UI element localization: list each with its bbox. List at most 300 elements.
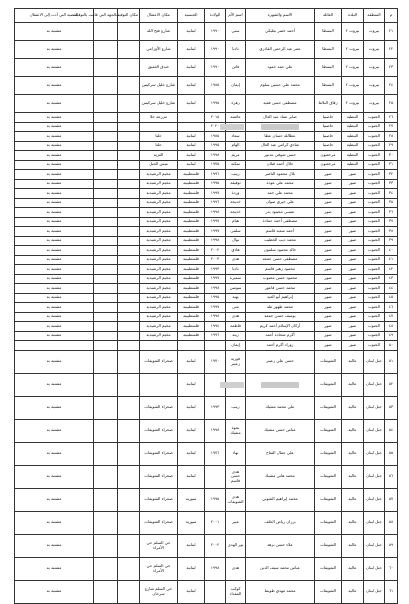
cell-place-detention bbox=[118, 465, 140, 488]
cell-place-detention bbox=[118, 373, 140, 396]
cell-nationality: لبنانية bbox=[178, 160, 205, 170]
cell-fullname: مصطفى حسن فقيه bbox=[246, 95, 315, 113]
cell-fullname: حسن شوقي عدنور bbox=[246, 151, 315, 161]
cell-village: عاليه bbox=[342, 396, 364, 419]
cell-birth: ٢٠٠١ bbox=[205, 511, 226, 534]
cell-place-detention bbox=[118, 23, 140, 41]
cell-fullname: علاء حسن نزهة bbox=[246, 534, 315, 557]
cell-family: حاصبيا bbox=[315, 122, 342, 132]
cell-birth: ١٩٩٣ bbox=[205, 265, 226, 275]
cell-mother: زينة bbox=[226, 331, 246, 341]
cell-village: صور bbox=[342, 322, 364, 332]
table-row bbox=[15, 23, 398, 41]
table-row bbox=[15, 265, 398, 275]
table-row bbox=[15, 511, 398, 534]
cell-family: صور bbox=[315, 236, 342, 246]
cell-nationality: فلسطينية bbox=[178, 179, 205, 189]
cell-family: الشويفات bbox=[315, 511, 342, 534]
cell-family: الشويفات bbox=[315, 465, 342, 488]
cell-num: ٣١ bbox=[385, 160, 398, 170]
table-row bbox=[15, 312, 398, 322]
cell-fullname: برزان رياض الخلف bbox=[246, 511, 315, 534]
cell-region: الجنوب bbox=[364, 208, 385, 218]
table-row bbox=[15, 41, 398, 59]
cell-agency bbox=[94, 59, 118, 77]
cell-village: صور bbox=[342, 331, 364, 341]
cell-place-detention bbox=[118, 189, 140, 199]
cell-region: الجنوب bbox=[364, 322, 385, 332]
cell-family: حاصبيا bbox=[315, 132, 342, 142]
cell-agency bbox=[94, 198, 118, 208]
cell-agency bbox=[94, 322, 118, 332]
cell-village: بيروت ٢ bbox=[342, 95, 364, 113]
cell-status: مشتبه به bbox=[15, 170, 94, 180]
cell-agency bbox=[94, 396, 118, 419]
cell-village: صور bbox=[342, 293, 364, 303]
cell-birth: ١٩٩٦ bbox=[205, 198, 226, 208]
cell-nationality: لبنانية bbox=[178, 350, 205, 373]
cell-family: صور bbox=[315, 217, 342, 227]
cell-place-detention bbox=[118, 341, 140, 351]
table-row bbox=[15, 419, 398, 442]
table-row bbox=[15, 350, 398, 373]
cell-fullname: محمد إبراهيم الشوني bbox=[246, 488, 315, 511]
cell-num: ٥٣ bbox=[385, 396, 398, 419]
cell-place-detention bbox=[118, 255, 140, 265]
cell-birth: ١٩٩٨ bbox=[205, 236, 226, 246]
cell-status: مشتبه به bbox=[15, 141, 94, 151]
table-row bbox=[15, 341, 398, 351]
cell-place-detention bbox=[118, 303, 140, 313]
cell-nationality: لبنانية bbox=[178, 59, 205, 77]
cell-mother: عبير bbox=[226, 511, 246, 534]
cell-fullname: شادي كرامي عبد العال bbox=[246, 141, 315, 151]
cell-village: النبطية bbox=[342, 151, 364, 161]
cell-nationality: لبنانية bbox=[178, 396, 205, 419]
cell-village: صور bbox=[342, 312, 364, 322]
cell-agency bbox=[94, 312, 118, 322]
cell-mother: هادي bbox=[226, 246, 246, 256]
cell-num: ٢٨ bbox=[385, 132, 398, 142]
table-row bbox=[15, 557, 398, 580]
table-row bbox=[15, 442, 398, 465]
cell-family: الشويفات bbox=[315, 396, 342, 419]
cell-family: البسطا bbox=[315, 77, 342, 95]
cell-family: صور bbox=[315, 303, 342, 313]
cell-birth: ١٩٩٤ bbox=[205, 322, 226, 332]
header-status: القضية التي أدت إلى الاعتقال bbox=[15, 9, 94, 23]
header-family: العائلة bbox=[315, 9, 342, 23]
cell-num: ٢٢ bbox=[385, 41, 398, 59]
cell-fullname: مصطفى حسن جمعه bbox=[246, 255, 315, 265]
cell-village: النبطية bbox=[342, 122, 364, 132]
cell-birth: ١٩٧٥ bbox=[205, 160, 226, 170]
cell-birth: ١٩٩٣ bbox=[205, 396, 226, 419]
table-row bbox=[15, 465, 398, 488]
table-row bbox=[15, 488, 398, 511]
cell-fullname: بلال محمود الناصر bbox=[246, 170, 315, 180]
cell-nationality: فلسطينية bbox=[178, 170, 205, 180]
cell-mother: هدى حسن قاسم bbox=[226, 465, 246, 488]
cell-nationality: فلسطينية bbox=[178, 322, 205, 332]
cell-fullname: محمد حسن فاعور bbox=[246, 284, 315, 294]
cell-region: جبل لبنان bbox=[364, 350, 385, 373]
cell-region: الجنوب bbox=[364, 341, 385, 351]
cell-region: بيروت bbox=[364, 41, 385, 59]
cell-fullname: محمد هاني مشيك bbox=[246, 465, 315, 488]
cell-agency bbox=[94, 179, 118, 189]
cell-agency bbox=[94, 77, 118, 95]
header-place-arrest: مكان الاعتقال bbox=[140, 9, 178, 23]
cell-mother: نوال bbox=[226, 236, 246, 246]
cell-fullname: عطالله حسان عطا bbox=[246, 132, 315, 142]
table-row bbox=[15, 132, 398, 142]
table-row bbox=[15, 77, 398, 95]
cell-region: جبل لبنان bbox=[364, 373, 385, 396]
cell-mother: سكنة bbox=[226, 160, 246, 170]
cell-place-arrest: مخيم الرشيدية bbox=[140, 284, 178, 294]
cell-fullname: عباس حسن مشيك bbox=[246, 419, 315, 442]
cell-family: الشويفات bbox=[315, 557, 342, 580]
cell-nationality: لبنانية bbox=[178, 23, 205, 41]
header-fullname: الاسم والشهرة bbox=[246, 9, 315, 23]
cell-place-arrest: صحراء الشويفات bbox=[140, 396, 178, 419]
cell-num: ٤٠ bbox=[385, 246, 398, 256]
cell-status: مشتبه به bbox=[15, 189, 94, 199]
cell-mother: فوزية زعيتر bbox=[226, 350, 246, 373]
cell-mother: سلمى bbox=[226, 227, 246, 237]
cell-num: ٢٥ bbox=[385, 95, 398, 113]
cell-agency bbox=[94, 465, 118, 488]
cell-num: ٢٦ bbox=[385, 113, 398, 123]
table-row bbox=[15, 246, 398, 256]
cell-fullname: محمود زهير قاسم bbox=[246, 265, 315, 275]
cell-village: صور bbox=[342, 341, 364, 351]
cell-village: بيروت ٢ bbox=[342, 23, 364, 41]
cell-mother: هدى bbox=[226, 255, 246, 265]
cell-mother: توفيقة bbox=[226, 179, 246, 189]
cell-agency bbox=[94, 113, 118, 123]
cell-fullname: محمد مهدي طويط bbox=[246, 580, 315, 603]
cell-fullname bbox=[246, 122, 315, 132]
cell-village: صور bbox=[342, 246, 364, 256]
cell-mother: زهرة bbox=[226, 95, 246, 113]
cell-family: صور bbox=[315, 198, 342, 208]
cell-num: ٢١ bbox=[385, 23, 398, 41]
cell-region: الجنوب bbox=[364, 265, 385, 275]
cell-region: بيروت bbox=[364, 59, 385, 77]
cell-fullname: عيسى محمود بدر bbox=[246, 208, 315, 218]
cell-place-detention bbox=[118, 511, 140, 534]
cell-agency bbox=[94, 208, 118, 218]
cell-num: ٥١ bbox=[385, 350, 398, 373]
cell-nationality: فلسطينية bbox=[178, 303, 205, 313]
cell-place-detention bbox=[118, 419, 140, 442]
cell-nationality bbox=[178, 341, 205, 351]
cell-status: مشتبه به bbox=[15, 132, 94, 142]
cell-mother: خديجة bbox=[226, 198, 246, 208]
cell-mother: نهاد bbox=[226, 442, 246, 465]
cell-birth: ١٩٩٥ bbox=[205, 488, 226, 511]
cell-village: النبطية bbox=[342, 160, 364, 170]
cell-place-detention bbox=[118, 122, 140, 132]
table-row bbox=[15, 293, 398, 303]
cell-status: مشتبه به bbox=[15, 151, 94, 161]
cell-num: ٤١ bbox=[385, 255, 398, 265]
table-row bbox=[15, 303, 398, 313]
cell-nationality: فلسطينية bbox=[178, 293, 205, 303]
cell-village: بيروت ٢ bbox=[342, 59, 364, 77]
cell-mother: إيمان bbox=[226, 77, 246, 95]
table-body bbox=[15, 23, 398, 604]
cell-num: ٤٣ bbox=[385, 274, 398, 284]
cell-region: جبل لبنان bbox=[364, 580, 385, 603]
cell-birth: ١٩٩٨ bbox=[205, 151, 226, 161]
cell-mother: فاتن bbox=[226, 59, 246, 77]
cell-agency bbox=[94, 227, 118, 237]
cell-num: ٤٥ bbox=[385, 293, 398, 303]
cell-nationality: فلسطينية bbox=[178, 255, 205, 265]
cell-village: صور bbox=[342, 255, 364, 265]
cell-num: ٣٢ bbox=[385, 170, 398, 180]
cell-village: صور bbox=[342, 236, 364, 246]
cell-nationality: سورية bbox=[178, 488, 205, 511]
table-row bbox=[15, 284, 398, 294]
cell-nationality: فلسطينية bbox=[178, 236, 205, 246]
cell-village: بيروت ٢ bbox=[342, 41, 364, 59]
cell-agency bbox=[94, 160, 118, 170]
cell-agency bbox=[94, 246, 118, 256]
cell-place-arrest: صحراء الشويفات bbox=[140, 419, 178, 442]
cell-nationality: لبنانية bbox=[178, 77, 205, 95]
table-row bbox=[15, 59, 398, 77]
cell-status: مشتبه به bbox=[15, 198, 94, 208]
cell-mother: زينب bbox=[226, 396, 246, 419]
cell-village: صور bbox=[342, 265, 364, 275]
table-row bbox=[15, 236, 398, 246]
cell-fullname: إبراهيم أبو العيد bbox=[246, 293, 315, 303]
cell-status: مشتبه به bbox=[15, 284, 94, 294]
cell-mother: هدى bbox=[226, 312, 246, 322]
cell-region: جبل لبنان bbox=[364, 442, 385, 465]
cell-place-arrest: مخيم الرشيدية bbox=[140, 170, 178, 180]
cell-place-detention bbox=[118, 170, 140, 180]
cell-place-detention bbox=[118, 132, 140, 142]
cell-mother: كوكب المقداد bbox=[226, 580, 246, 603]
cell-status: مشتبه به bbox=[15, 179, 94, 189]
cell-village: عاليه bbox=[342, 419, 364, 442]
header-agency: الجهة التي قامت بالتوقيف bbox=[94, 9, 118, 23]
cell-num: ٤٦ bbox=[385, 303, 398, 313]
cell-status: مشتبه به bbox=[15, 293, 94, 303]
cell-num: ٥٤ bbox=[385, 419, 398, 442]
cell-num: ٥٥ bbox=[385, 442, 398, 465]
cell-fullname: محمد ظهور طه bbox=[246, 303, 315, 313]
cell-family: مرجعيون bbox=[315, 160, 342, 170]
cell-village: صور bbox=[342, 227, 364, 237]
cell-status: مشتبه به bbox=[15, 246, 94, 256]
cell-place-detention bbox=[118, 322, 140, 332]
cell-region: بيروت bbox=[364, 23, 385, 41]
cell-region: جبل لبنان bbox=[364, 488, 385, 511]
cell-region: جبل لبنان bbox=[364, 511, 385, 534]
cell-nationality: فلسطينية bbox=[178, 208, 205, 218]
cell-num: ٢٤ bbox=[385, 77, 398, 95]
cell-family: صور bbox=[315, 341, 342, 351]
cell-fullname: صابر عماد عبد العال bbox=[246, 113, 315, 123]
cell-place-detention bbox=[118, 350, 140, 373]
cell-birth: ٢٠٠٢ bbox=[205, 246, 226, 256]
cell-num: ٣٠ bbox=[385, 151, 398, 161]
cell-agency bbox=[94, 23, 118, 41]
cell-region: جبل لبنان bbox=[364, 396, 385, 419]
table-row bbox=[15, 151, 398, 161]
cell-place-arrest: خندق الغميق bbox=[140, 59, 178, 77]
cell-mother bbox=[226, 122, 246, 132]
cell-birth: ١٩٩٧ bbox=[205, 303, 226, 313]
cell-fullname bbox=[246, 373, 315, 396]
cell-nationality: لبنانية bbox=[178, 534, 205, 557]
cell-place-arrest: شارع فتح الله bbox=[140, 23, 178, 41]
cell-region: الجنوب bbox=[364, 303, 385, 313]
cell-village: عاليه bbox=[342, 488, 364, 511]
cell-place-detention bbox=[118, 113, 140, 123]
cell-family: مرجعيون bbox=[315, 151, 342, 161]
cell-village: صور bbox=[342, 217, 364, 227]
cell-birth: ١٩٩٠ bbox=[205, 23, 226, 41]
cell-family: صور bbox=[315, 322, 342, 332]
cell-fullname: محمود حسن محبوب bbox=[246, 274, 315, 284]
cell-birth: ١٩٩٠ bbox=[205, 59, 226, 77]
table-row bbox=[15, 322, 398, 332]
cell-birth: ٢٠١٥ bbox=[205, 113, 226, 123]
cell-agency bbox=[94, 293, 118, 303]
cell-mother: إيمان bbox=[226, 341, 246, 351]
cell-family: الشويفات bbox=[315, 580, 342, 603]
cell-family: صور bbox=[315, 255, 342, 265]
cell-place-arrest bbox=[140, 341, 178, 351]
table-row bbox=[15, 170, 398, 180]
cell-region: الجنوب bbox=[364, 160, 385, 170]
cell-agency bbox=[94, 132, 118, 142]
cell-village: النبطية bbox=[342, 141, 364, 151]
cell-family: صور bbox=[315, 312, 342, 322]
cell-mother: عائشة bbox=[226, 113, 246, 123]
cell-place-detention bbox=[118, 236, 140, 246]
cell-nationality: لبنانية bbox=[178, 557, 205, 580]
cell-status: مشتبه به bbox=[15, 122, 94, 132]
cell-status: مشتبه به bbox=[15, 23, 94, 41]
cell-region: الجنوب bbox=[364, 179, 385, 189]
cell-nationality: فلسطينية bbox=[178, 246, 205, 256]
cell-agency bbox=[94, 373, 118, 396]
cell-family: الشويفات bbox=[315, 419, 342, 442]
cell-place-detention bbox=[118, 396, 140, 419]
cell-place-arrest: مخيم الرشيدية bbox=[140, 208, 178, 218]
cell-birth: ١٩٩٥ bbox=[205, 293, 226, 303]
cell-village: عاليه bbox=[342, 350, 364, 373]
cell-status: مشتبه به bbox=[15, 303, 94, 313]
cell-place-detention bbox=[118, 198, 140, 208]
cell-place-detention bbox=[118, 59, 140, 77]
cell-village: عاليه bbox=[342, 442, 364, 465]
cell-num: ٥٨ bbox=[385, 511, 398, 534]
cell-mother: نجوة مشيك bbox=[226, 419, 246, 442]
cell-fullname: محمد علي عودة bbox=[246, 179, 315, 189]
cell-place-arrest: حلتا bbox=[140, 132, 178, 142]
table-row bbox=[15, 122, 398, 132]
cell-family: البسطا bbox=[315, 59, 342, 77]
cell-region: الجنوب bbox=[364, 113, 385, 123]
cell-region: الجنوب bbox=[364, 227, 385, 237]
cell-region: الجنوب bbox=[364, 151, 385, 161]
cell-num: ٢٩ bbox=[385, 141, 398, 151]
cell-nationality: لبنانية bbox=[178, 95, 205, 113]
cell-place-arrest: مخيم الرشيدية bbox=[140, 303, 178, 313]
cell-fullname: محمد علي حسين سلوم bbox=[246, 77, 315, 95]
cell-mother: ناديا bbox=[226, 265, 246, 275]
cell-nationality: لبنانية bbox=[178, 41, 205, 59]
cell-place-arrest: مخيم الرشيدية bbox=[140, 293, 178, 303]
cell-village: عاليه bbox=[342, 465, 364, 488]
cell-fullname: مصطفى أحمد حمادة bbox=[246, 217, 315, 227]
cell-place-detention bbox=[118, 141, 140, 151]
cell-place-arrest: مخيم الرشيدية bbox=[140, 265, 178, 275]
cell-agency bbox=[94, 41, 118, 59]
cell-agency bbox=[94, 303, 118, 313]
cell-place-detention bbox=[118, 274, 140, 284]
cell-place-detention bbox=[118, 580, 140, 603]
cell-nationality: فلسطينية bbox=[178, 198, 205, 208]
cell-family: الشويفات bbox=[315, 350, 342, 373]
cell-place-arrest: شارع خليل سركيس bbox=[140, 95, 178, 113]
table-row bbox=[15, 95, 398, 113]
cell-agency bbox=[94, 274, 118, 284]
table-row bbox=[15, 160, 398, 170]
cell-birth: ١٩٩٠ bbox=[205, 41, 226, 59]
cell-fullname: علي جمال الفتاح bbox=[246, 442, 315, 465]
cell-mother: منى bbox=[226, 303, 246, 313]
table-row bbox=[15, 373, 398, 396]
cell-region: الجنوب bbox=[364, 141, 385, 151]
cell-num: ٥٦ bbox=[385, 465, 398, 488]
cell-nationality: فلسطينية bbox=[178, 274, 205, 284]
cell-place-detention bbox=[118, 151, 140, 161]
cell-mother: هدى الشويفات bbox=[226, 488, 246, 511]
cell-nationality: لبنانية bbox=[178, 465, 205, 488]
cell-region: الجنوب bbox=[364, 217, 385, 227]
cell-agency bbox=[94, 350, 118, 373]
cell-region: الجنوب bbox=[364, 132, 385, 142]
cell-village: عاليه bbox=[342, 511, 364, 534]
table-row bbox=[15, 534, 398, 557]
cell-num: ٣٩ bbox=[385, 236, 398, 246]
cell-place-arrest: صحراء الشويفات bbox=[140, 488, 178, 511]
cell-region: بيروت bbox=[364, 95, 385, 113]
cell-status: مشتبه به bbox=[15, 77, 94, 95]
cell-status: مشتبه به bbox=[15, 236, 94, 246]
cell-region: الجنوب bbox=[364, 170, 385, 180]
cell-place-arrest: صحراء الشويفات bbox=[140, 511, 178, 534]
cell-place-arrest: حي السلم حي الأمراء bbox=[140, 534, 178, 557]
cell-nationality: فلسطينية bbox=[178, 284, 205, 294]
cell-fullname: علي حمد حمود bbox=[246, 59, 315, 77]
cell-agency bbox=[94, 95, 118, 113]
cell-village: صور bbox=[342, 198, 364, 208]
cell-status: مشتبه به bbox=[15, 396, 94, 419]
cell-birth bbox=[205, 341, 226, 351]
cell-mother: سني bbox=[226, 23, 246, 41]
